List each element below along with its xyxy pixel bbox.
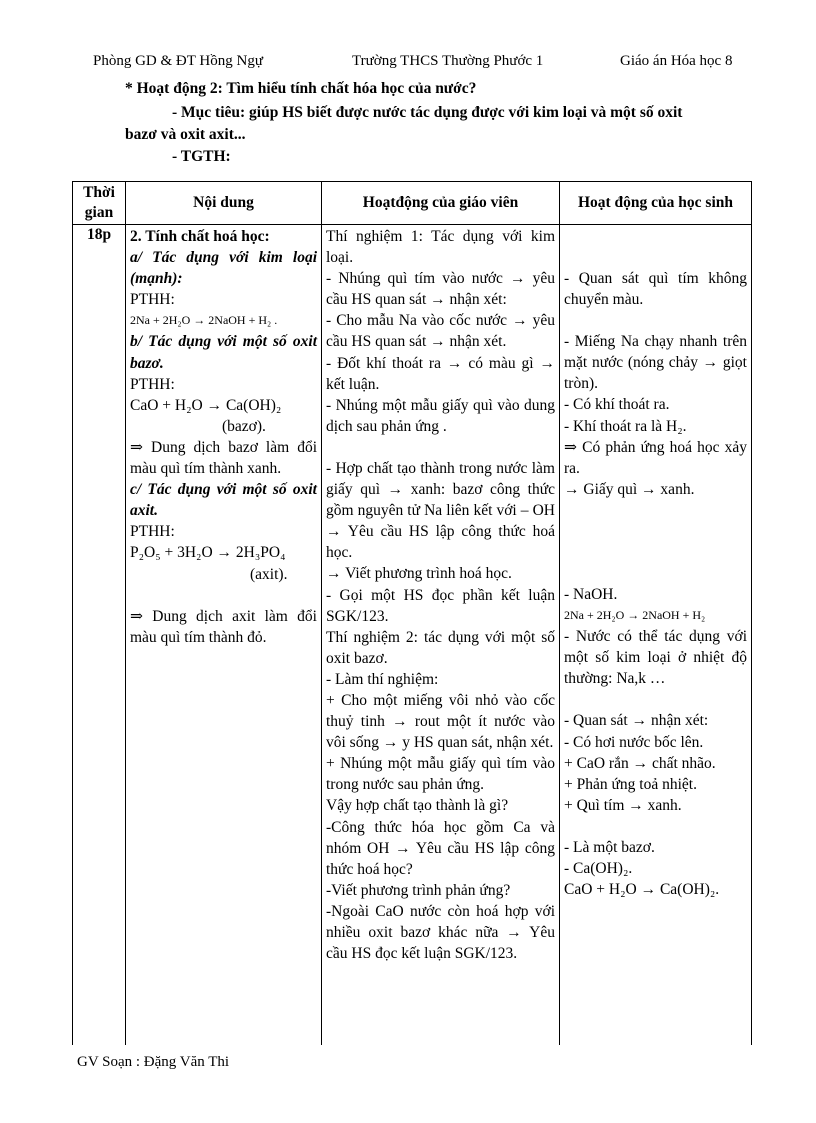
student-step: - Khí thoát ra là H₂.	[564, 417, 687, 435]
tgth-label: - TGTH:	[172, 148, 231, 165]
section-title: 2. Tính chất hoá học:	[130, 228, 270, 245]
teacher-step: - Nhúng quì tím vào nước → yêu cầu HS quan sát → nhận xét:	[326, 270, 555, 309]
student-equation: CaO + H₂O → Ca(OH)₂.	[564, 881, 720, 899]
teacher-step: - Làm thí nghiệm:	[326, 670, 439, 688]
lesson-table	[72, 181, 752, 1045]
student-step: - Có hơi nước bốc lên.	[564, 733, 704, 751]
teacher-step: - Hợp chất tạo thành trong nước làm giấy quì → xanh: bazơ công thức gồm nguyên tử Na liên kết với – OH → Yêu cầu HS lập công thức hoá học.	[326, 459, 555, 562]
equation-p2o5: P₂O₅ + 3H₂O → 2H₃PO₄	[130, 544, 286, 562]
student-equation: 2Na + 2H₂O → 2NaOH + H₂	[564, 608, 706, 623]
equation-p2o5-note: (axit).	[250, 565, 288, 583]
teacher-step: -Viết phương trình phản ứng?	[326, 881, 511, 899]
teacher-step: - Cho mẫu Na vào cốc nước → yêu cầu HS quan sát → nhận xét.	[326, 312, 555, 351]
student-step: ⇒ Có phản ứng hoá học xảy ra.	[564, 438, 747, 477]
teacher-step: Thí nghiệm 2: tác dụng với một số oxit bazơ.	[326, 628, 555, 667]
teacher-step: -Công thức hóa học gồm Ca và nhóm OH → Yêu cầu HS lập công thức hoá học?	[326, 818, 555, 878]
conclusion-base: ⇒ Dung dịch bazơ làm đổi màu quì tím thành xanh.	[130, 438, 317, 478]
goal-line-2: bazơ và oxit axit...	[125, 126, 246, 143]
goal-line-1: - Mục tiêu: giúp HS biết được nước tác dụng được với kim loại và một số oxit	[172, 104, 683, 121]
teacher-step: Vậy hợp chất tạo thành là gì?	[326, 797, 509, 815]
pthh-label: PTHH:	[130, 523, 175, 541]
teacher-step: → Viết phương trình hoá học.	[326, 565, 512, 583]
time-value: 18p	[86, 226, 112, 243]
teacher-step: - Nhúng một mẫu giấy quì vào dung dịch sau phản ứng .	[326, 396, 555, 435]
teacher-cell	[322, 225, 560, 1046]
activity-title: * Hoạt động 2: Tìm hiểu tính chất hóa học của nước?	[125, 80, 477, 97]
student-step: - Có khí thoát ra.	[564, 396, 670, 414]
equation-cao: CaO + H₂O → Ca(OH)₂	[130, 396, 282, 414]
subsection-c: c/ Tác dụng với một số oxit axit.	[130, 481, 317, 520]
subsection-b: b/ Tác dụng với một số oxit bazơ.	[130, 333, 317, 372]
header-subject: Giáo án Hóa học 8	[620, 53, 733, 69]
student-step: - Quan sát → nhận xét:	[564, 712, 709, 730]
table-row	[73, 225, 752, 1046]
header-content: Nội dung	[126, 182, 322, 225]
table-header-row	[73, 182, 752, 225]
teacher-step: - Đốt khí thoát ra → có màu gì → kết luận.	[326, 354, 555, 393]
header-school-office: Phòng GD & ĐT Hồng Ngự	[93, 53, 263, 69]
student-step: - Quan sát quì tím không chuyển màu.	[564, 270, 747, 309]
teacher-step: -Ngoài CaO nước còn hoá hợp với nhiều oxit bazơ khác nữa → Yêu cầu HS đọc kết luận SGK/123.	[326, 902, 555, 963]
header-student: Hoạt động của học sinh	[560, 182, 752, 225]
equation-cao-note: (bazơ).	[222, 417, 266, 435]
header-school-name: Trường THCS Thường Phước 1	[352, 53, 544, 69]
student-step: → Giấy quì → xanh.	[564, 480, 695, 498]
student-step: - Là một bazơ.	[564, 838, 655, 856]
student-step: + Phản ứng toả nhiệt.	[564, 775, 697, 793]
header-teacher: Hoạtđộng của giáo viên	[322, 182, 560, 225]
teacher-step: - Gọi một HS đọc phần kết luận SGK/123.	[326, 586, 555, 625]
student-step: + Quì tím → xanh.	[564, 796, 682, 814]
student-cell	[560, 225, 752, 1046]
teacher-step: + Cho một miếng vôi nhỏ vào cốc thuỷ tinh → rout một ít nước vào vôi sống → y HS quan sát, nhận xét.	[326, 691, 555, 752]
conclusion-acid: ⇒ Dung dịch axit làm đổi màu quì tím thành đỏ.	[130, 607, 317, 646]
student-step: + CaO rắn → chất nhão.	[564, 754, 716, 772]
header-time: Thời gian	[73, 182, 126, 225]
student-step: - Ca(OH)₂.	[564, 859, 633, 877]
subsection-a: a/ Tác dụng với kim loại (mạnh):	[130, 249, 317, 288]
author-footer: GV Soạn : Đặng Văn Thi	[77, 1054, 230, 1070]
student-step: - Nước có thể tác dụng với một số kim loại ở nhiệt độ thường: Na,k …	[564, 628, 747, 688]
student-step: - Miếng Na chạy nhanh trên mặt nước (nóng chảy → giọt tròn).	[564, 333, 747, 393]
teacher-step: + Nhúng một mẫu giấy quì tím vào trong nước sau phản ứng.	[326, 755, 555, 794]
equation-na: 2Na + 2H₂O → 2NaOH + H₂ .	[130, 313, 278, 328]
pthh-label: PTHH:	[130, 375, 175, 393]
teacher-step: Thí nghiệm 1: Tác dụng với kim loại.	[326, 228, 555, 267]
content-cell	[126, 225, 322, 1046]
student-step: - NaOH.	[564, 585, 618, 603]
pthh-label: PTHH:	[130, 291, 175, 309]
